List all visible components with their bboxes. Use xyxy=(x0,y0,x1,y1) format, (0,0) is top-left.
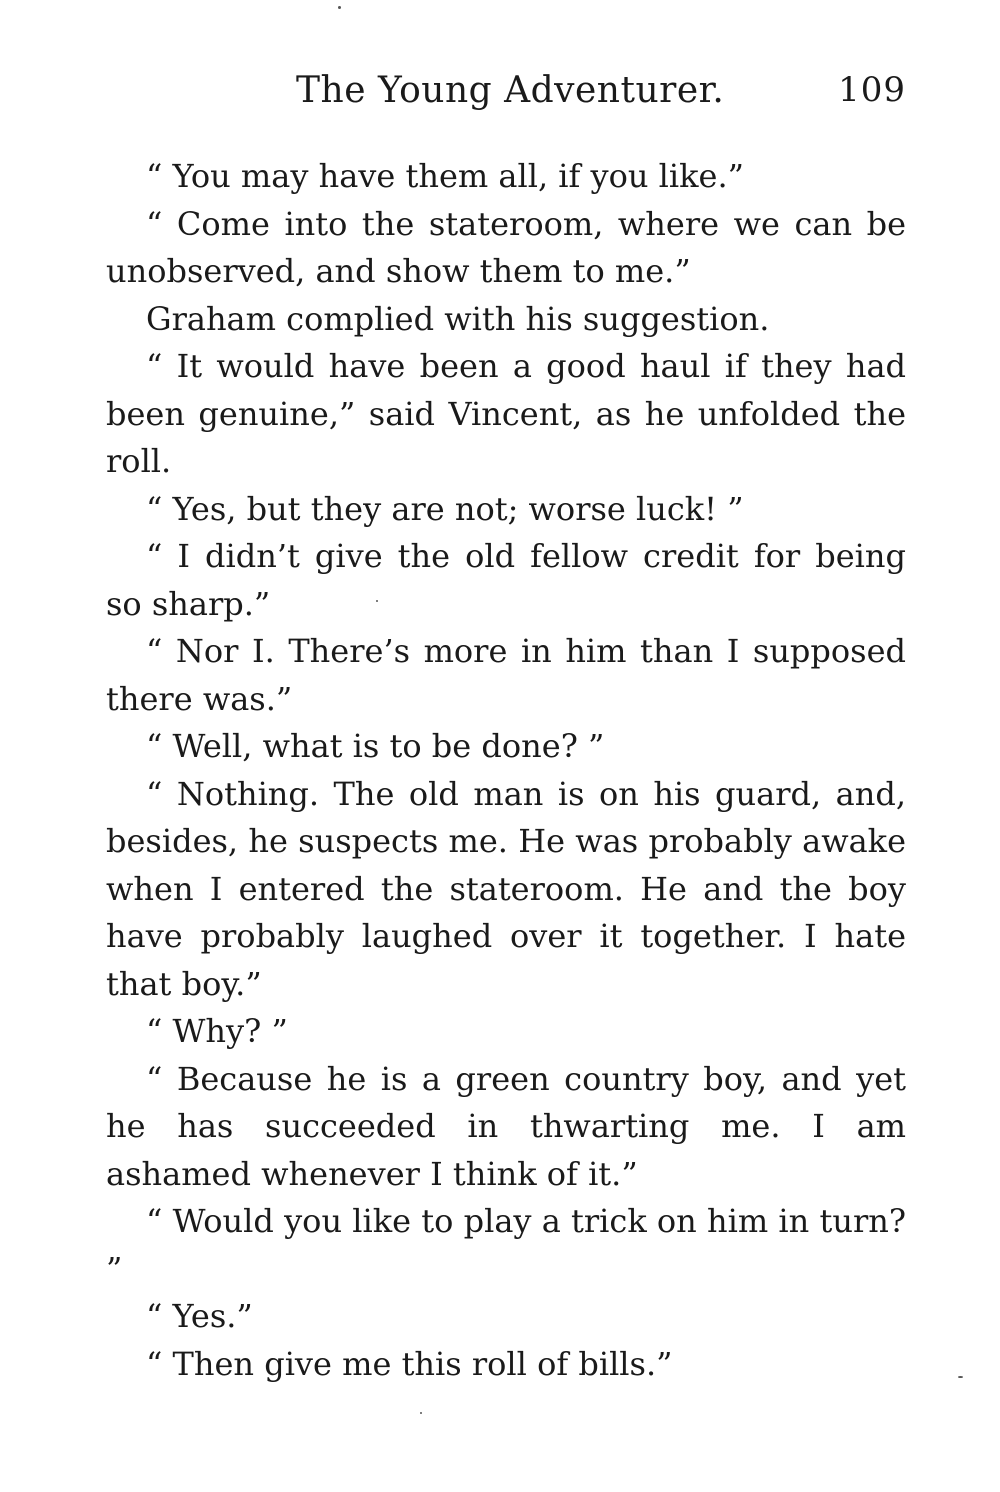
running-title: The Young Adventurer. xyxy=(296,70,725,111)
paragraph: “ You may have them all, if you like.” xyxy=(146,157,744,195)
paragraph: Graham complied with his suggestion. xyxy=(146,299,770,338)
paragraph: “ I didn’t give the old fellow credit for being so sharp.” xyxy=(106,537,906,623)
paragraph: “ Then give me this roll of bills.” xyxy=(146,1344,673,1383)
paragraph: “ Nothing. The old man is on his guard, and, besides, he suspects me. He was probably awake when I entered the stateroom. He and the boy have probably laughed over it together. I hate that boy.” xyxy=(106,774,906,1003)
paragraph: “ Yes.” xyxy=(146,1297,253,1335)
paragraph: “ It would have been a good haul if they had been genuine,” said Vincent, as he unfolded the roll. xyxy=(106,347,906,480)
print-speck xyxy=(338,6,341,9)
body-text xyxy=(106,153,906,1388)
paragraph: “ Well, what is to be done? ” xyxy=(146,727,605,765)
paragraph: “ Would you like to play a trick on him in turn? ” xyxy=(106,1202,906,1288)
page-number: 109 xyxy=(838,70,906,110)
paragraph: “ Yes, but they are not; worse luck! ” xyxy=(146,489,744,528)
print-speck xyxy=(376,600,378,602)
print-speck xyxy=(420,1412,422,1414)
paragraph: “ Come into the stateroom, where we can be unobserved, and show them to me.” xyxy=(106,204,906,290)
print-speck xyxy=(958,1376,963,1378)
paragraph: “ Because he is a green country boy, and yet he has succeeded in thwarting me. I am ashamed whenever I think of it.” xyxy=(106,1059,906,1193)
running-head xyxy=(106,70,906,120)
paragraph: “ Nor I. There’s more in him than I supposed there was.” xyxy=(106,632,906,718)
paragraph: “ Why? ” xyxy=(146,1012,288,1050)
